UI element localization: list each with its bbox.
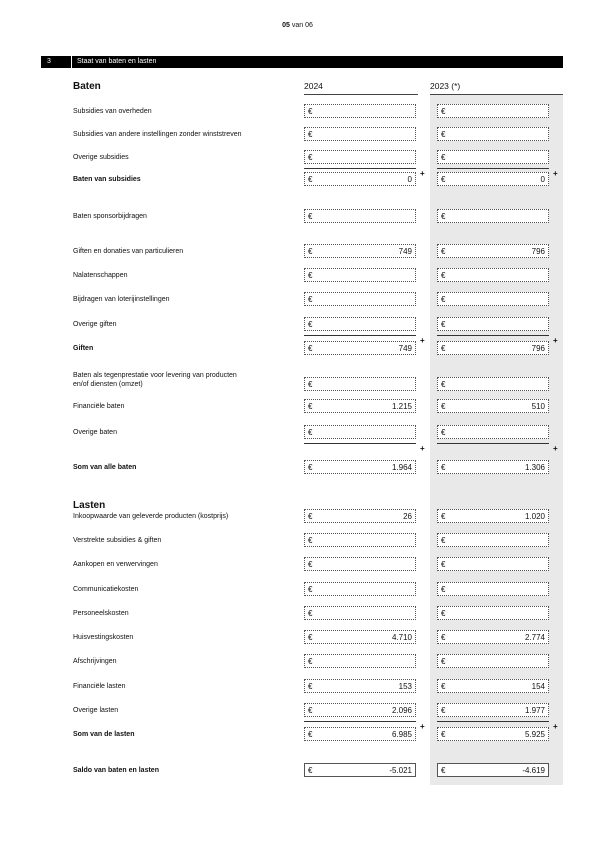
page-separator: van [291,22,304,29]
baten-label-12: Overige baten [73,429,117,436]
euro-sign: € [441,560,446,569]
amount-value: 510 [531,402,545,411]
baten-value-2023-5[interactable] [437,244,549,258]
amount-value: 154 [531,682,545,691]
lasten-value-2023-4[interactable] [437,606,549,620]
amount-value: 4.710 [391,633,412,642]
baten-value-2024-9[interactable] [304,341,416,355]
euro-sign: € [441,706,446,715]
sum-rule-baten-8-2023 [437,335,549,336]
euro-sign: € [308,320,313,329]
amount-value: 2.096 [391,706,412,715]
column-header-current-year: 2024 [304,81,323,91]
lasten-value-2024-7[interactable] [304,679,416,693]
euro-sign: € [308,609,313,618]
baten-value-2024-12[interactable] [304,425,416,439]
lasten-value-2024-5[interactable] [304,630,416,644]
euro-sign: € [308,380,313,389]
baten-heading: Baten [73,81,101,92]
baten-value-2023-9[interactable] [437,341,549,355]
baten-value-2023-4[interactable] [437,209,549,223]
sum-rule-baten-12-2023 [437,443,549,444]
section-header-bar [41,56,563,68]
amount-value: -4.619 [522,766,545,775]
baten-label-11: Financiële baten [73,403,125,410]
baten-value-2023-13[interactable] [437,460,549,474]
amount-value: 153 [398,682,412,691]
amount-value: 1.020 [524,512,545,521]
sum-sign-baten-8-2024: + [420,336,425,345]
lasten-value-2023-1[interactable] [437,533,549,547]
baten-value-2024-8[interactable] [304,317,416,331]
euro-sign: € [441,536,446,545]
sum-sign-lasten-8-2023: + [553,722,558,731]
baten-label-8: Overige giften [73,321,117,328]
sum-rule-baten-2-2024 [304,168,416,169]
euro-sign: € [308,130,313,139]
baten-value-2024-2[interactable] [304,150,416,164]
baten-label-7: Bijdragen van loterijinstellingen [73,296,170,303]
amount-value: 0 [540,175,545,184]
baten-value-2023-6[interactable] [437,268,549,282]
baten-value-2024-1[interactable] [304,127,416,141]
sum-rule-lasten-8-2023 [437,721,549,722]
baten-label-5: Giften en donaties van particulieren [73,248,184,255]
baten-value-2023-2[interactable] [437,150,549,164]
sum-sign-lasten-8-2024: + [420,722,425,731]
amount-value: 796 [531,247,545,256]
sum-sign-baten-8-2023: + [553,336,558,345]
lasten-heading: Lasten [73,500,106,511]
amount-value: 749 [398,247,412,256]
page-total: 06 [305,22,313,29]
baten-value-2023-0[interactable] [437,104,549,118]
baten-value-2024-4[interactable] [304,209,416,223]
section-title: Staat van baten en lasten [77,58,157,65]
euro-sign: € [308,153,313,162]
euro-sign: € [441,295,446,304]
euro-sign: € [441,657,446,666]
euro-sign: € [441,402,446,411]
sum-sign-baten-2-2024: + [420,169,425,178]
baten-label-0: Subsidies van overheden [73,108,152,115]
sum-sign-baten-2-2023: + [553,169,558,178]
euro-sign: € [308,585,313,594]
baten-value-2024-11[interactable] [304,399,416,413]
page-current: 05 [282,22,290,29]
euro-sign: € [441,247,446,256]
current-year-header-rule [304,94,418,95]
amount-value: 6.985 [391,730,412,739]
baten-value-2023-8[interactable] [437,317,549,331]
lasten-value-2024-8[interactable] [304,703,416,717]
sum-rule-baten-8-2024 [304,335,416,336]
sum-rule-lasten-8-2024 [304,721,416,722]
lasten-label-7: Financiële lasten [73,683,126,690]
euro-sign: € [308,682,313,691]
baten-label-9: Giften [73,345,94,352]
amount-value: 5.925 [524,730,545,739]
euro-sign: € [441,463,446,472]
baten-value-2024-5[interactable] [304,244,416,258]
baten-value-2023-1[interactable] [437,127,549,141]
euro-sign: € [308,512,313,521]
euro-sign: € [441,682,446,691]
previous-year-header-rule [430,94,563,95]
euro-sign: € [308,212,313,221]
euro-sign: € [441,271,446,280]
sum-sign-baten-12-2024: + [420,444,425,453]
euro-sign: € [441,766,446,775]
lasten-value-2024-3[interactable] [304,582,416,596]
euro-sign: € [441,344,446,353]
euro-sign: € [308,107,313,116]
euro-sign: € [308,175,313,184]
lasten-value-2024-2[interactable] [304,557,416,571]
page-number [0,22,595,29]
euro-sign: € [308,536,313,545]
euro-sign: € [441,153,446,162]
amount-value: -5.021 [389,766,412,775]
lasten-value-2024-0[interactable] [304,509,416,523]
amount-value: 1.215 [391,402,412,411]
section-number: 3 [47,58,51,65]
euro-sign: € [441,633,446,642]
euro-sign: € [308,271,313,280]
euro-sign: € [308,344,313,353]
lasten-value-2024-1[interactable] [304,533,416,547]
euro-sign: € [441,730,446,739]
baten-value-2023-12[interactable] [437,425,549,439]
euro-sign: € [308,730,313,739]
lasten-label-6: Afschrijvingen [73,658,117,665]
euro-sign: € [441,175,446,184]
euro-sign: € [441,512,446,521]
lasten-value-2023-3[interactable] [437,582,549,596]
lasten-value-2023-8[interactable] [437,703,549,717]
lasten-label-9: Som van de lasten [73,731,135,738]
lasten-label-8: Overige lasten [73,707,119,714]
euro-sign: € [308,428,313,437]
baten-value-2024-3[interactable] [304,172,416,186]
amount-value: 749 [398,344,412,353]
euro-sign: € [308,247,313,256]
amount-value: 26 [403,512,412,521]
baten-label-4: Baten sponsorbijdragen [73,213,147,220]
euro-sign: € [308,463,313,472]
euro-sign: € [308,295,313,304]
euro-sign: € [441,609,446,618]
amount-value: 1.964 [391,463,412,472]
sum-rule-baten-2-2023 [437,168,549,169]
lasten-label-3: Communicatiekosten [73,586,139,593]
euro-sign: € [441,320,446,329]
euro-sign: € [441,585,446,594]
baten-value-2023-3[interactable] [437,172,549,186]
baten-value-2024-6[interactable] [304,268,416,282]
lasten-value-2023-0[interactable] [437,509,549,523]
baten-value-2024-10[interactable] [304,377,416,391]
baten-value-2024-7[interactable] [304,292,416,306]
lasten-value-2024-6[interactable] [304,654,416,668]
euro-sign: € [441,428,446,437]
amount-value: 1.977 [524,706,545,715]
lasten-value-2023-6[interactable] [437,654,549,668]
lasten-label-0: Inkoopwaarde van geleverde producten (kostprijs) [73,513,229,520]
section-divider [71,56,72,68]
amount-value: 796 [531,344,545,353]
baten-label-3: Baten van subsidies [73,176,141,183]
lasten-label-2: Aankopen en verwervingen [73,561,158,568]
column-header-previous-year: 2023 (*) [430,81,461,91]
lasten-value-2023-7[interactable] [437,679,549,693]
euro-sign: € [441,380,446,389]
amount-value: 1.306 [524,463,545,472]
euro-sign: € [308,560,313,569]
lasten-value-2023-2[interactable] [437,557,549,571]
lasten-value-2023-9[interactable] [437,727,549,741]
euro-sign: € [308,657,313,666]
baten-value-2024-13[interactable] [304,460,416,474]
lasten-label-5: Huisvestingskosten [73,634,134,641]
sum-rule-baten-12-2024 [304,443,416,444]
euro-sign: € [308,706,313,715]
baten-label-2: Overige subsidies [73,154,129,161]
lasten-label-4: Personeelskosten [73,610,129,617]
amount-value: 0 [407,175,412,184]
saldo-label: Saldo van baten en lasten [73,767,159,774]
saldo-value-2023[interactable] [437,763,549,777]
euro-sign: € [441,212,446,221]
baten-value-2023-10[interactable] [437,377,549,391]
lasten-value-2024-9[interactable] [304,727,416,741]
euro-sign: € [308,766,313,775]
baten-value-2023-7[interactable] [437,292,549,306]
baten-value-2023-11[interactable] [437,399,549,413]
lasten-value-2023-5[interactable] [437,630,549,644]
baten-label-1: Subsidies van andere instellingen zonder winststreven [73,131,242,138]
lasten-value-2024-4[interactable] [304,606,416,620]
euro-sign: € [441,130,446,139]
euro-sign: € [441,107,446,116]
lasten-label-1: Verstrekte subsidies & giften [73,537,162,544]
baten-value-2024-0[interactable] [304,104,416,118]
baten-label-6: Nalatenschappen [73,272,128,279]
sum-sign-baten-12-2023: + [553,444,558,453]
amount-value: 2.774 [524,633,545,642]
baten-label-10: Baten als tegenprestatie voor levering van producten [73,372,237,379]
euro-sign: € [308,402,313,411]
euro-sign: € [308,633,313,642]
baten-label-13: Som van alle baten [73,464,137,471]
baten-label-10-line2: en/of diensten (omzet) [73,381,143,388]
saldo-value-2024[interactable] [304,763,416,777]
